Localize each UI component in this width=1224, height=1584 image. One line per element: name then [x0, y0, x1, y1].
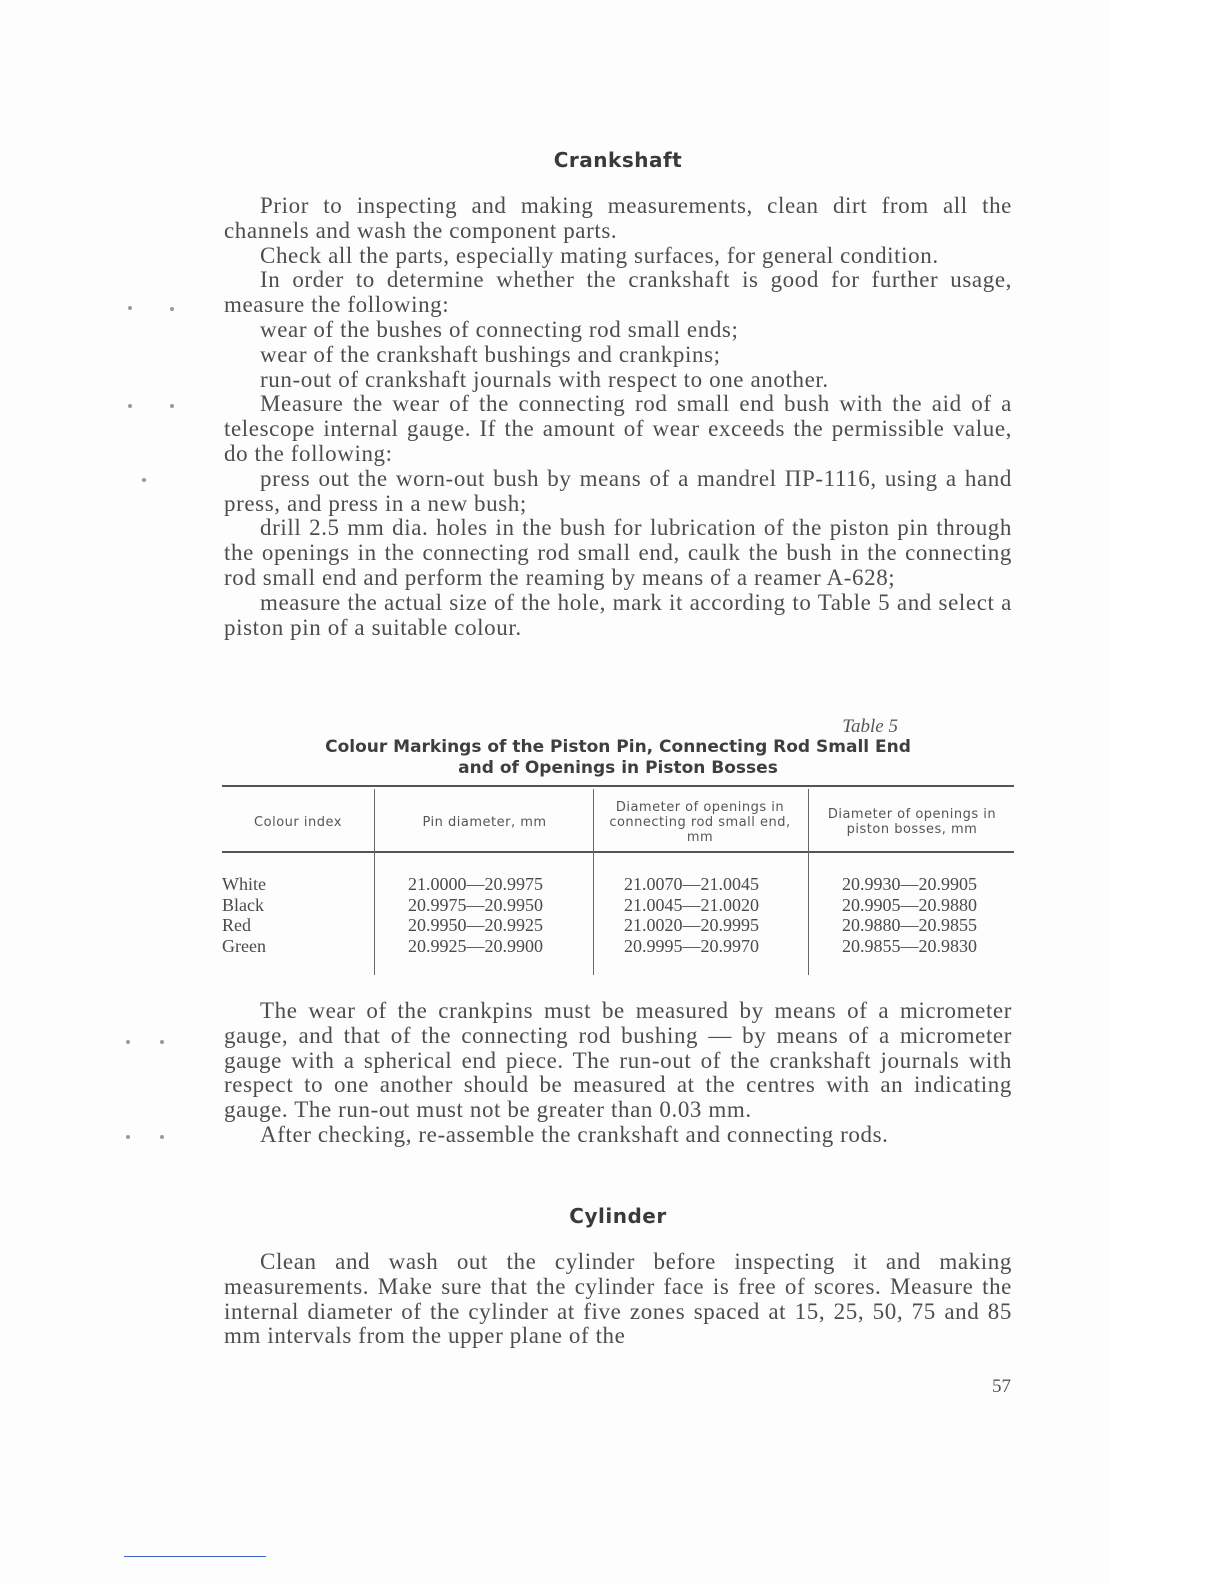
- table-rule-top: [222, 785, 1014, 787]
- scan-speck: [126, 1040, 130, 1044]
- cell: 20.9925—20.9900: [408, 935, 543, 956]
- scan-speck: [170, 307, 174, 311]
- cell: 20.9995—20.9970: [624, 935, 759, 956]
- cell: 21.0000—20.9975: [408, 874, 543, 894]
- list-item: wear of the bushes of connecting rod small ends;: [260, 316, 739, 342]
- column-boss-openings: [842, 874, 977, 956]
- cell: Black: [222, 894, 264, 915]
- scan-speck: [142, 478, 146, 482]
- crankshaft-body: [224, 194, 1012, 640]
- paragraph: The wear of the crankpins must be measured by means of a micrometer gauge, and that of the connecting rod bushing — by means of a micrometer gauge with a spherical end piece. The run-out of the crankshaft journals with respect to one another should be measured at the centres with an indicating gauge. The run-out must not be greater than 0.03 mm.: [224, 998, 1012, 1123]
- cell: 20.9905—20.9880: [842, 894, 977, 915]
- section-heading-crankshaft: Crankshaft: [553, 148, 683, 172]
- scan-speck: [170, 404, 174, 408]
- cell: 20.9975—20.9950: [408, 894, 543, 915]
- cell: White: [222, 874, 266, 894]
- paragraph: In order to determine whether the crankshaft is good for further usage, measure the following:: [224, 267, 1012, 318]
- paragraph: Clean and wash out the cylinder before inspecting it and making measurements. Make sure that the cylinder face is free of scores. Measure the internal diameter of the cylinder at five zones spaced at 15, 25, 50, 75 and 85 mm intervals from the upper plane of the: [224, 1249, 1012, 1349]
- header-rod-openings: Diameter of openings in connecting rod small end, mm: [609, 799, 791, 845]
- scan-speck: [160, 1040, 164, 1044]
- list-item: press out the worn-out bush by means of a mandrel ПР-1116, using a hand press, and press in a new bush;: [224, 465, 1012, 516]
- column-divider: [374, 789, 375, 975]
- paragraph: Check all the parts, especially mating surfaces, for general condition.: [260, 242, 939, 268]
- scan-speck: [160, 1135, 164, 1139]
- list-item: drill 2.5 mm dia. holes in the bush for lubrication of the piston pin through the openings in the connecting rod small end, caulk the bush in the connecting rod small end and perform the reaming by means of a reamer A-628;: [224, 515, 1012, 590]
- header-colour-index: Colour index: [254, 814, 342, 830]
- section-heading-cylinder: Cylinder: [569, 1204, 667, 1228]
- scan-speck: [128, 404, 132, 408]
- cell: 21.0020—20.9995: [624, 915, 759, 935]
- cylinder-body: [224, 1250, 1012, 1349]
- header-boss-openings: Diameter of openings in piston bosses, mm: [827, 807, 997, 837]
- column-pin-diameter: [408, 874, 543, 956]
- cell: Green: [222, 935, 266, 956]
- table-title: [224, 737, 1012, 779]
- column-divider: [593, 789, 594, 975]
- after-table-body: [224, 999, 1012, 1148]
- paragraph: Prior to inspecting and making measurements, clean dirt from all the channels and wash the component parts.: [224, 193, 1012, 243]
- table-rule-header: [222, 851, 1014, 853]
- list-item: wear of the crankshaft bushings and crankpins;: [260, 341, 721, 367]
- cell: 21.0045—21.0020: [624, 894, 759, 915]
- cell: 20.9855—20.9830: [842, 935, 977, 956]
- cell: Red: [222, 915, 251, 935]
- list-item: run-out of crankshaft journals with respect to one another.: [260, 366, 829, 392]
- column-rod-openings: [624, 874, 759, 956]
- cell: 20.9880—20.9855: [842, 915, 977, 935]
- colour-markings-table: [222, 785, 1014, 975]
- scan-speck: [128, 306, 132, 310]
- column-colour-index: [222, 874, 266, 956]
- paragraph: After checking, re-assemble the crankshaft and connecting rods.: [260, 1121, 889, 1147]
- table-title-line: and of Openings in Piston Bosses: [458, 758, 778, 778]
- cell: 20.9950—20.9925: [408, 915, 543, 935]
- paragraph: Measure the wear of the connecting rod small end bush with the aid of a telescope internal gauge. If the amount of wear exceeds the permissible value, do the following:: [224, 391, 1012, 466]
- scan-edge-line: [124, 1556, 266, 1557]
- list-item: measure the actual size of the hole, mark it according to Table 5 and select a piston pin of a suitable colour.: [224, 589, 1012, 640]
- header-pin-diameter: Pin diameter, mm: [422, 814, 547, 830]
- cell: 21.0070—21.0045: [624, 874, 759, 894]
- page-number: 57: [992, 1376, 1011, 1397]
- cell: 20.9930—20.9905: [842, 874, 977, 894]
- table-title-line: Colour Markings of the Piston Pin, Connecting Rod Small End: [325, 737, 911, 757]
- column-divider: [808, 789, 809, 975]
- table-label: Table 5: [842, 716, 898, 737]
- scan-speck: [126, 1135, 130, 1139]
